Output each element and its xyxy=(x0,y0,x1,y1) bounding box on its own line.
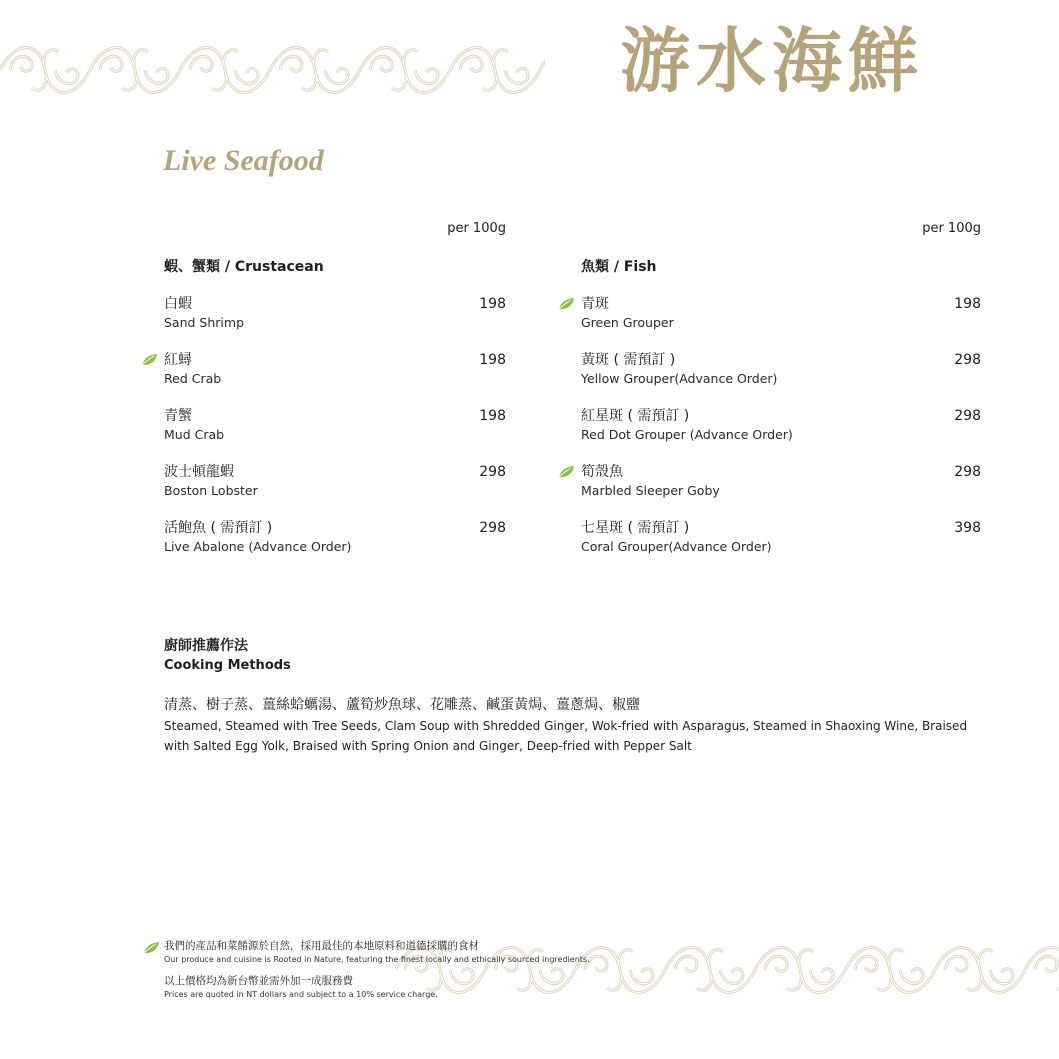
item-name-cn: 紅蟳 xyxy=(164,352,192,368)
leaf-icon xyxy=(142,941,160,955)
note-price-en: Prices are quoted in NT dollars and subject to a 10% service charge. xyxy=(164,990,438,999)
item-name-en: Boston Lobster xyxy=(164,483,258,498)
item-name-cn: 筍殼魚 xyxy=(581,464,623,480)
item-name-cn: 青蟹 xyxy=(164,408,192,424)
menu-item xyxy=(581,406,981,462)
item-price: 198 xyxy=(479,296,506,312)
menu-item xyxy=(164,462,506,518)
item-name-en: Mud Crab xyxy=(164,427,225,442)
menu-item xyxy=(164,294,506,350)
cooking-methods xyxy=(164,636,984,756)
item-name-en: Coral Grouper(Advance Order) xyxy=(581,539,772,554)
fish-section xyxy=(581,219,981,574)
item-name-cn: 紅星斑 ( 需預訂 ) xyxy=(581,408,690,424)
menu-item xyxy=(581,518,981,574)
category-heading-crustacean: 蝦、蟹類 / Crustacean xyxy=(164,259,324,275)
menu-item xyxy=(581,350,981,406)
item-name-cn: 白蝦 xyxy=(164,296,192,312)
item-price: 298 xyxy=(954,464,981,480)
item-name-en: Marbled Sleeper Goby xyxy=(581,483,720,498)
page-title-cn: 游水海鮮 xyxy=(620,19,924,102)
item-price: 298 xyxy=(479,520,506,536)
cooking-list-en: Steamed, Steamed with Tree Seeds, Clam Soup with Shredded Ginger, Wok-fried with Asparagus, Steamed in Shaoxing Wine, Braised with Salted Egg Yolk, Braised with Spring Onion and Ginger, Deep-fried with Pepper Salt xyxy=(164,719,968,753)
item-price: 298 xyxy=(479,464,506,480)
cooking-heading-en: Cooking Methods xyxy=(164,658,291,673)
item-name-en: Sand Shrimp xyxy=(164,315,245,330)
item-name-cn: 黃斑 ( 需預訂 ) xyxy=(581,352,676,368)
fish-list xyxy=(581,294,981,574)
item-name-en: Red Crab xyxy=(164,371,222,386)
item-name-cn: 七星斑 ( 需預訂 ) xyxy=(581,520,690,536)
item-price: 298 xyxy=(954,408,981,424)
footer-notes xyxy=(164,939,664,1001)
crustacean-section xyxy=(164,219,506,574)
item-name-en: Red Dot Grouper (Advance Order) xyxy=(581,427,793,442)
leaf-icon xyxy=(557,297,575,311)
item-name-cn: 青斑 xyxy=(581,296,609,312)
note-source-en: Our produce and cuisine is Rooted in Nature, featuring the finest locally and ethically sourced ingredients. xyxy=(164,955,590,964)
note-price-cn: 以上價格均為新台幣並需外加一成服務費 xyxy=(164,975,353,987)
item-price: 198 xyxy=(479,352,506,368)
item-name-en: Yellow Grouper(Advance Order) xyxy=(581,371,778,386)
ornament-top xyxy=(0,34,545,106)
page-title-en: Live Seafood xyxy=(163,144,324,177)
item-price: 198 xyxy=(954,296,981,312)
ornament-pattern xyxy=(0,34,545,106)
note-source-cn: 我們的產品和菜餚源於自然，採用最佳的本地原料和道德採購的食材 xyxy=(164,939,664,954)
leaf-icon xyxy=(140,353,158,367)
category-heading-fish: 魚類 / Fish xyxy=(581,259,657,275)
item-price: 398 xyxy=(954,520,981,536)
unit-label: per 100g xyxy=(922,221,981,236)
menu-item xyxy=(164,406,506,462)
cooking-heading-cn: 廚師推薦作法 xyxy=(164,638,248,654)
item-name-en: Green Grouper xyxy=(581,315,674,330)
item-price: 298 xyxy=(954,352,981,368)
menu-item xyxy=(164,350,506,406)
menu-item xyxy=(581,462,981,518)
item-name-cn: 波士頓龍蝦 xyxy=(164,464,234,480)
menu-item xyxy=(164,518,506,574)
item-price: 198 xyxy=(479,408,506,424)
crustacean-list xyxy=(164,294,506,574)
menu-item xyxy=(581,294,981,350)
cooking-list-cn: 清蒸、樹子蒸、薑絲蛤蠣湯、蘆筍炒魚球、花雕蒸、鹹蛋黃焗、薑蔥焗、椒鹽 xyxy=(164,697,640,713)
leaf-icon xyxy=(557,465,575,479)
unit-label: per 100g xyxy=(447,221,506,236)
item-name-en: Live Abalone (Advance Order) xyxy=(164,539,352,554)
item-name-cn: 活鮑魚 ( 需預訂 ) xyxy=(164,520,273,536)
